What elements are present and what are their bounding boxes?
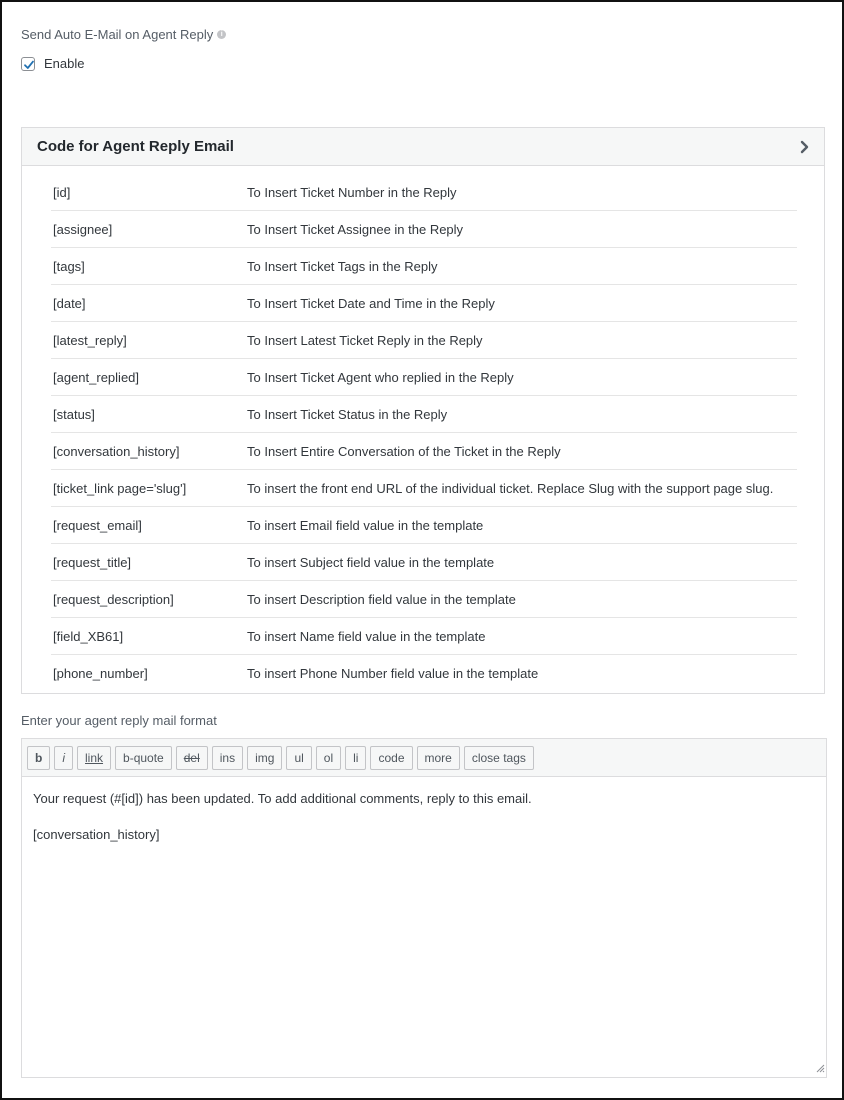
code-description: To Insert Ticket Status in the Reply bbox=[247, 406, 448, 422]
close-tags-button[interactable]: close tags bbox=[464, 746, 534, 770]
table-row bbox=[51, 655, 797, 692]
code-key: [ticket_link page='slug'] bbox=[53, 480, 187, 496]
chevron-right-icon[interactable] bbox=[800, 140, 810, 157]
table-row bbox=[51, 581, 797, 618]
code-description: To insert Email field value in the template bbox=[247, 517, 484, 533]
table-row bbox=[51, 618, 797, 655]
codes-table bbox=[51, 174, 797, 692]
ul-button[interactable]: ul bbox=[286, 746, 311, 770]
blockquote-button[interactable]: b-quote bbox=[115, 746, 172, 770]
panel-header[interactable] bbox=[22, 128, 824, 166]
enable-checkbox[interactable] bbox=[21, 57, 35, 71]
code-description: To insert Description field value in the template bbox=[247, 591, 516, 607]
table-row bbox=[51, 174, 797, 211]
table-row bbox=[51, 211, 797, 248]
code-key: [field_XB61] bbox=[53, 628, 124, 644]
code-description: To Insert Ticket Date and Time in the Reply bbox=[247, 295, 495, 311]
code-description: To Insert Ticket Assignee in the Reply bbox=[247, 221, 464, 237]
table-row bbox=[51, 470, 797, 507]
img-button[interactable]: img bbox=[247, 746, 282, 770]
checkmark-icon bbox=[22, 58, 36, 72]
code-description: To Insert Latest Ticket Reply in the Reply bbox=[247, 332, 483, 348]
code-key: [latest_reply] bbox=[53, 332, 127, 348]
code-key: [request_email] bbox=[53, 517, 142, 533]
code-key: [request_title] bbox=[53, 554, 132, 570]
li-button[interactable]: li bbox=[345, 746, 366, 770]
code-key: [tags] bbox=[53, 258, 85, 274]
panel-title: Code for Agent Reply Email bbox=[37, 138, 234, 155]
code-key: [status] bbox=[53, 406, 95, 422]
table-row bbox=[51, 507, 797, 544]
code-description: To insert Subject field value in the template bbox=[247, 554, 495, 570]
codes-panel bbox=[21, 127, 825, 694]
code-key: [date] bbox=[53, 295, 86, 311]
code-button[interactable]: code bbox=[370, 746, 412, 770]
table-row bbox=[51, 544, 797, 581]
code-description: To insert Phone Number field value in the template bbox=[247, 666, 539, 681]
code-description: To insert the front end URL of the individual ticket. Replace Slug with the support page slug. bbox=[247, 480, 774, 496]
table-row bbox=[51, 285, 797, 322]
code-key: [agent_replied] bbox=[53, 369, 140, 385]
format-label: Enter your agent reply mail format bbox=[21, 713, 217, 728]
link-button[interactable]: link bbox=[77, 746, 111, 770]
table-row bbox=[51, 248, 797, 285]
code-description: To Insert Ticket Tags in the Reply bbox=[247, 258, 438, 274]
setting-label-text: Send Auto E-Mail on Agent Reply bbox=[21, 27, 214, 42]
code-description: To Insert Ticket Number in the Reply bbox=[247, 184, 457, 200]
mail-format-textarea[interactable]: Your request (#[id]) has been updated. To add additional comments, reply to this email. [conversation_history] bbox=[33, 791, 532, 842]
mail-format-editor bbox=[21, 738, 827, 1078]
table-row bbox=[51, 359, 797, 396]
info-icon[interactable]: i bbox=[217, 30, 226, 39]
code-description: To Insert Ticket Agent who replied in the Reply bbox=[247, 369, 514, 385]
code-key: [phone_number] bbox=[53, 666, 148, 681]
code-key: [assignee] bbox=[53, 221, 113, 237]
table-row bbox=[51, 322, 797, 359]
code-description: To Insert Entire Conversation of the Ticket in the Reply bbox=[247, 443, 561, 459]
table-row bbox=[51, 396, 797, 433]
setting-label bbox=[21, 27, 226, 42]
more-button[interactable]: more bbox=[417, 746, 460, 770]
del-button[interactable]: del bbox=[176, 746, 208, 770]
ol-button[interactable]: ol bbox=[316, 746, 341, 770]
italic-button[interactable]: i bbox=[54, 746, 73, 770]
ins-button[interactable]: ins bbox=[212, 746, 243, 770]
bold-button[interactable]: b bbox=[27, 746, 50, 770]
code-key: [request_description] bbox=[53, 591, 174, 607]
resize-grip-icon[interactable] bbox=[815, 1061, 825, 1076]
table-row bbox=[51, 433, 797, 470]
code-key: [id] bbox=[53, 184, 71, 200]
code-key: [conversation_history] bbox=[53, 443, 180, 459]
editor-toolbar bbox=[22, 739, 826, 777]
enable-label: Enable bbox=[44, 56, 85, 71]
enable-row[interactable] bbox=[21, 56, 84, 71]
code-description: To insert Name field value in the template bbox=[247, 628, 486, 644]
